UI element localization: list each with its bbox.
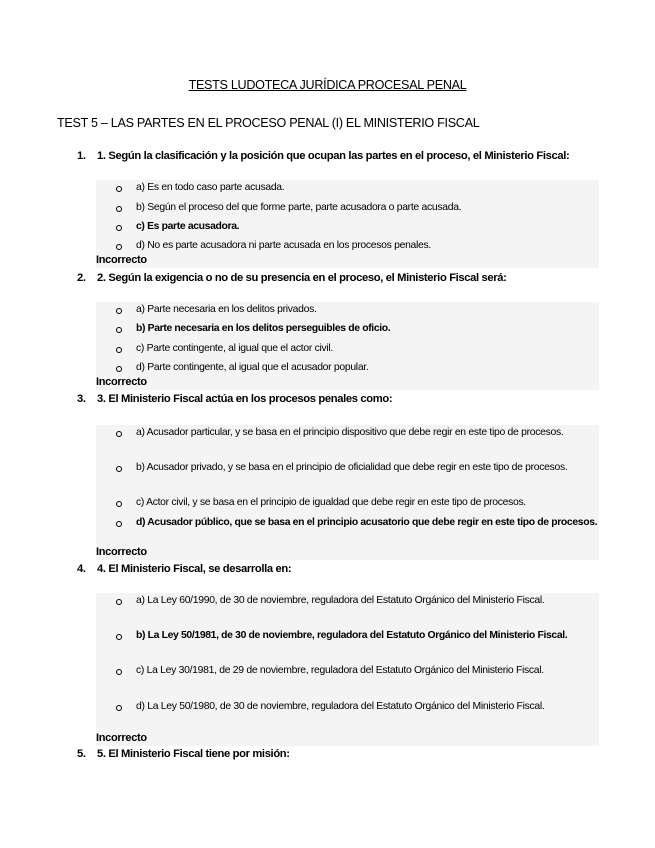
answer-panel — [96, 593, 599, 746]
answer-option-text: b) La Ley 50/1981, de 30 de noviembre, reguladora del Estatuto Orgánico del Ministerio Fiscal. — [136, 630, 568, 641]
bullet-icon — [116, 206, 122, 212]
answer-option-text: d) La Ley 50/1980, de 30 de noviembre, reguladora del Estatuto Orgánico del Ministerio Fiscal. — [136, 701, 545, 712]
bullet-icon — [116, 225, 122, 231]
bullet-icon — [116, 501, 122, 507]
question-text: 4. El Ministerio Fiscal, se desarrolla en: — [97, 563, 292, 575]
question-number: 4. — [77, 563, 86, 575]
question-text: 2. Según la exigencia o no de su presencia en el proceso, el Ministerio Fiscal será: — [97, 272, 507, 284]
bullet-icon — [116, 327, 122, 333]
question-heading — [77, 748, 290, 760]
answer-option-text: a) Es en todo caso parte acusada. — [136, 182, 285, 193]
answer-option-text: d) Acusador público, que se basa en el principio acusatorio que debe regir en este tipo de procesos. — [136, 517, 598, 528]
answer-panel — [96, 302, 599, 390]
question-number: 3. — [77, 393, 86, 405]
result-label: Incorrecto — [96, 732, 147, 744]
question-heading — [77, 393, 392, 405]
question-text: 1. Según la clasificación y la posición que ocupan las partes en el proceso, el Ministerio Fiscal: — [97, 150, 570, 162]
answer-option-text: d) Parte contingente, al igual que el acusador popular. — [136, 362, 369, 373]
answer-option-text: c) Actor civil, y se basa en el principio de igualdad que debe regir en este tipo de procesos. — [136, 497, 526, 508]
answer-option-text: c) La Ley 30/1981, de 29 de noviembre, reguladora del Estatuto Orgánico del Ministerio Fiscal. — [136, 665, 544, 676]
bullet-icon — [116, 466, 122, 472]
result-label: Incorrecto — [96, 254, 147, 266]
bullet-icon — [116, 186, 122, 192]
answer-option-text: d) No es parte acusadora ni parte acusada en los procesos penales. — [136, 240, 431, 251]
question-number: 5. — [77, 748, 86, 760]
bullet-icon — [116, 431, 122, 437]
bullet-icon — [116, 366, 122, 372]
bullet-icon — [116, 244, 122, 250]
answer-option-text: b) Parte necesaria en los delitos perseguibles de oficio. — [136, 323, 391, 334]
bullet-icon — [116, 347, 122, 353]
question-number: 1. — [77, 150, 86, 162]
result-label: Incorrecto — [96, 376, 147, 388]
answer-option-text: c) Es parte acusadora. — [136, 221, 240, 232]
question-heading — [77, 272, 507, 284]
answer-option-text: a) Parte necesaria en los delitos privados. — [136, 304, 317, 315]
answer-option-text: b) Acusador privado, y se basa en el principio de oficialidad que debe regir en este tipo de procesos. — [136, 462, 568, 473]
question-heading — [77, 150, 569, 162]
answer-panel — [96, 180, 599, 268]
bullet-icon — [116, 599, 122, 605]
answer-panel — [96, 425, 599, 560]
question-heading — [77, 563, 291, 575]
answer-option-text: c) Parte contingente, al igual que el actor civil. — [136, 343, 333, 354]
document-title: TESTS LUDOTECA JURÍDICA PROCESAL PENAL — [188, 78, 467, 92]
answer-option-text: a) Acusador particular, y se basa en el principio dispositivo que debe regir en este tipo de procesos. — [136, 427, 564, 438]
bullet-icon — [116, 705, 122, 711]
answer-option-text: a) La Ley 60/1990, de 30 de noviembre, reguladora del Estatuto Orgánico del Ministerio Fiscal. — [136, 595, 545, 606]
question-text: 3. El Ministerio Fiscal actúa en los procesos penales como: — [97, 393, 393, 405]
result-label: Incorrecto — [96, 546, 147, 558]
question-text: 5. El Ministerio Fiscal tiene por misión: — [97, 748, 290, 760]
answer-option-text: b) Según el proceso del que forme parte, parte acusadora o parte acusada. — [136, 202, 462, 213]
bullet-icon — [116, 521, 122, 527]
question-number: 2. — [77, 272, 86, 284]
test-title: TEST 5 – LAS PARTES EN EL PROCESO PENAL (I) EL MINISTERIO FISCAL — [57, 116, 480, 130]
bullet-icon — [116, 308, 122, 314]
bullet-icon — [116, 669, 122, 675]
bullet-icon — [116, 634, 122, 640]
